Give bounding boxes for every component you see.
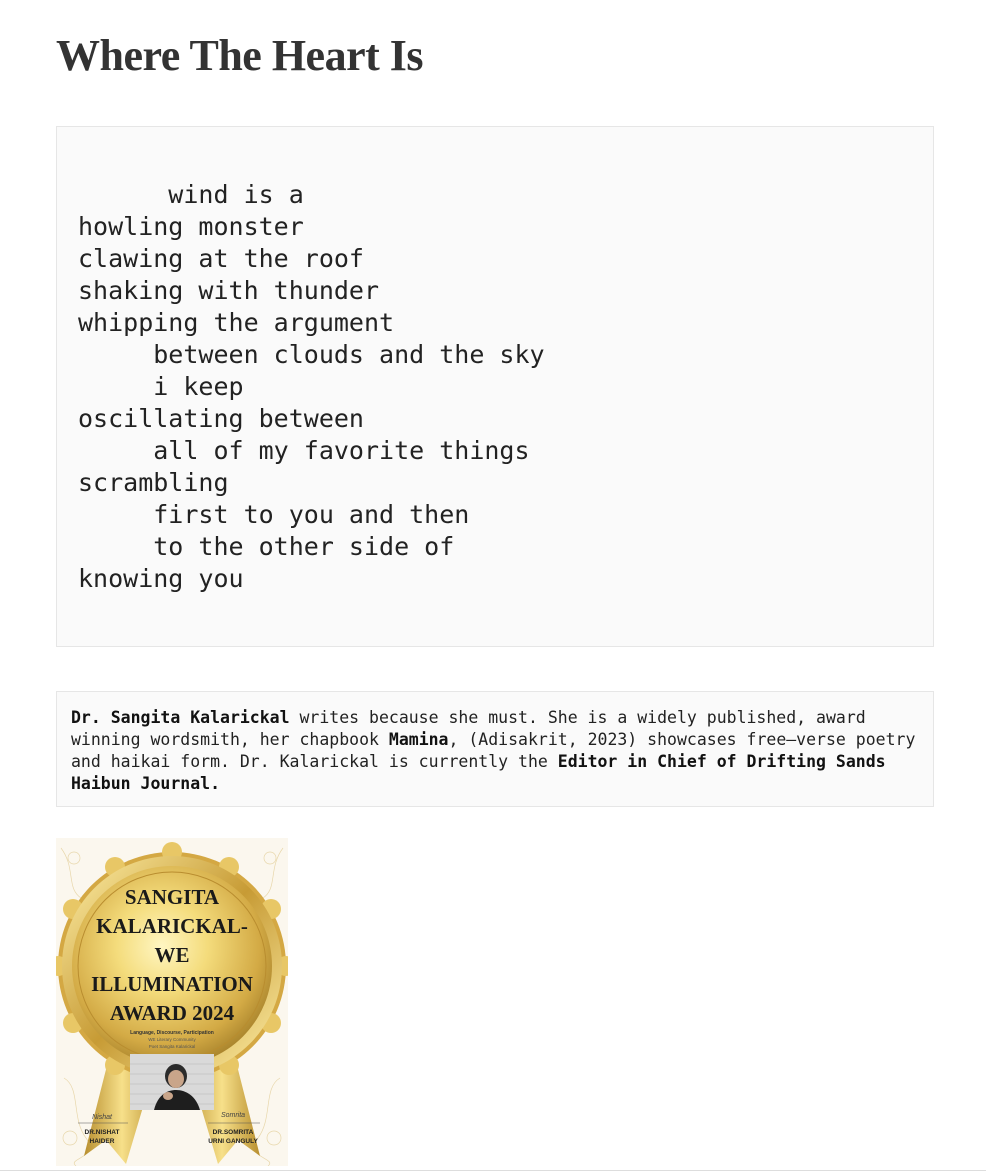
poem-line: whipping the argument: [78, 308, 395, 337]
bio-text: [71, 707, 919, 795]
poem-line: clawing at the roof: [78, 244, 364, 273]
poem-line: knowing you: [78, 564, 244, 593]
award-title-line-3: WE: [154, 943, 190, 967]
right-name-line-2: URNI GANGULY: [208, 1138, 258, 1145]
poem-line: howling monster: [78, 212, 304, 241]
page-title: Where The Heart Is: [56, 31, 423, 80]
award-title-line-4: ILLUMINATION: [91, 972, 253, 996]
award-title-line-5: AWARD 2024: [109, 1001, 235, 1025]
left-signature: Nishat: [92, 1114, 112, 1121]
poem-line: all of my favorite things: [153, 436, 530, 465]
award-image: [56, 838, 288, 1166]
left-name-line-1: DR.NISHAT: [84, 1129, 120, 1136]
bio-text-part-1: writes because she must. She is a widely published, award winning wordsmith, her chapbook: [71, 708, 866, 749]
recipient-photo: [130, 1054, 214, 1110]
award-community: WE Literary Community: [148, 1037, 196, 1042]
poem-line: i keep: [153, 372, 244, 401]
bio-author-name: Dr. Sangita Kalarickal: [71, 708, 290, 727]
award-tagline: Language, Discourse, Participation: [130, 1030, 214, 1036]
poem-line: to the other side of: [153, 532, 455, 561]
award-recipient-caption: Poet Sangita Kalarickal: [148, 1044, 196, 1049]
bio-text-part-3: .: [210, 774, 221, 793]
bio-role: Editor in Chief of Drifting Sands Haibun Journal: [71, 752, 886, 793]
bio-text-part-2: , (Adisakrit, 2023) showcases free–verse poetry and haikai form. Dr. Kalarickal is currently the: [71, 730, 916, 771]
award-title-line-2: KALARICKAL-: [96, 914, 248, 938]
poem-line: oscillating between: [78, 404, 364, 433]
poem-line: scrambling: [78, 468, 229, 497]
poem-line: wind is a: [168, 180, 304, 209]
poem-line: between clouds and the sky: [153, 340, 545, 369]
left-name-line-2: HAIDER: [89, 1138, 115, 1145]
poem-line: shaking with thunder: [78, 276, 380, 305]
right-signature: Somrita: [220, 1112, 246, 1119]
award-title-line-1: SANGITA: [124, 885, 220, 909]
right-name-line-1: DR.SOMRITA: [212, 1129, 254, 1136]
author-bio: [56, 691, 934, 807]
poem-text: [78, 179, 545, 595]
poem-line: first to you and then: [153, 500, 470, 529]
bio-chapbook-title: Mamina: [388, 730, 449, 749]
bottom-divider: [0, 1170, 986, 1171]
poem-block: [56, 126, 934, 647]
